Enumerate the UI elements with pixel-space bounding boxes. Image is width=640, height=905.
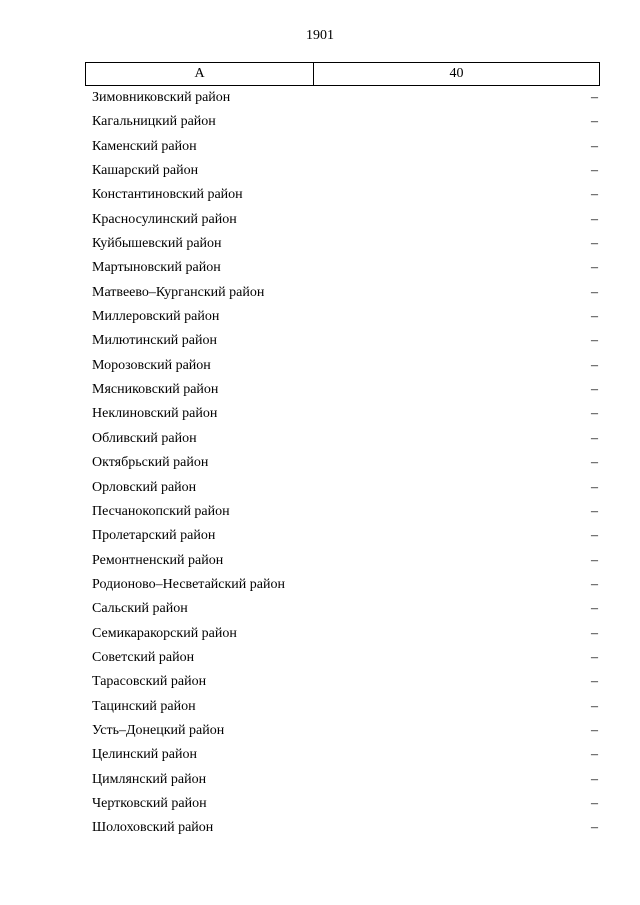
district-name: Семикаракорский район xyxy=(92,625,237,641)
district-name: Каменский район xyxy=(92,138,197,154)
district-name: Неклиновский район xyxy=(92,406,218,422)
table-row xyxy=(85,209,600,233)
table-row xyxy=(85,769,600,793)
column-header-40: 40 xyxy=(449,66,464,81)
table-row xyxy=(85,696,600,720)
table-header xyxy=(85,62,600,86)
table-row xyxy=(85,330,600,354)
table-row xyxy=(85,477,600,501)
table-row xyxy=(85,671,600,695)
table-row xyxy=(85,720,600,744)
district-value: – xyxy=(591,795,598,811)
district-name: Усть–Донецкий район xyxy=(92,722,225,738)
district-value: – xyxy=(591,625,598,641)
district-value: – xyxy=(591,722,598,738)
district-name: Тарасовский район xyxy=(92,674,207,690)
district-name: Родионово–Несветайский район xyxy=(92,576,285,592)
district-value: – xyxy=(591,698,598,714)
district-name: Ремонтненский район xyxy=(92,552,224,568)
district-value: – xyxy=(591,114,598,130)
district-name: Цимлянский район xyxy=(92,771,207,787)
district-name: Обливский район xyxy=(92,430,197,446)
district-value: – xyxy=(591,576,598,592)
district-name: Октябрьский район xyxy=(92,455,209,471)
district-name: Чертковский район xyxy=(92,795,207,811)
district-name: Пролетарский район xyxy=(92,528,216,544)
table-row xyxy=(85,428,600,452)
district-name: Матвеево–Курганский район xyxy=(92,284,265,300)
district-name: Мясниковский район xyxy=(92,382,219,398)
district-value: – xyxy=(591,649,598,665)
district-value: – xyxy=(591,528,598,544)
district-name: Морозовский район xyxy=(92,357,211,373)
district-name: Тацинский район xyxy=(92,698,196,714)
table-row xyxy=(85,525,600,549)
column-header-a: А xyxy=(86,63,314,85)
district-value: – xyxy=(591,260,598,276)
district-value: – xyxy=(591,138,598,154)
table-row xyxy=(85,501,600,525)
table-row xyxy=(85,111,600,135)
district-value: – xyxy=(591,552,598,568)
district-value: – xyxy=(591,284,598,300)
table-row xyxy=(85,403,600,427)
table-row xyxy=(85,355,600,379)
district-value: – xyxy=(591,455,598,471)
district-name: Орловский район xyxy=(92,479,197,495)
table-row xyxy=(85,598,600,622)
district-value: – xyxy=(591,771,598,787)
district-value: – xyxy=(591,187,598,203)
district-name: Милютинский район xyxy=(92,333,218,349)
district-value: – xyxy=(591,236,598,252)
district-value: – xyxy=(591,406,598,422)
district-value: – xyxy=(591,333,598,349)
table-row xyxy=(85,647,600,671)
district-name: Мартыновский район xyxy=(92,260,221,276)
table-row xyxy=(85,184,600,208)
district-value: – xyxy=(591,820,598,836)
table-row xyxy=(85,233,600,257)
table-row xyxy=(85,817,600,841)
district-name: Советский район xyxy=(92,649,195,665)
district-name: Целинский район xyxy=(92,747,197,763)
district-value: – xyxy=(591,90,598,105)
district-name: Миллеровский район xyxy=(92,309,220,325)
district-value: – xyxy=(591,309,598,325)
district-name: Зимовниковский район xyxy=(92,90,231,105)
district-value: – xyxy=(591,163,598,179)
table-row xyxy=(85,87,600,111)
district-name: Кашарский район xyxy=(92,163,199,179)
district-value: – xyxy=(591,382,598,398)
table-row xyxy=(85,623,600,647)
table-row xyxy=(85,136,600,160)
table-row xyxy=(85,257,600,281)
district-name: Константиновский район xyxy=(92,187,243,203)
district-value: – xyxy=(591,503,598,519)
page-number: 1901 xyxy=(306,28,334,43)
table-body xyxy=(85,87,600,842)
table-row xyxy=(85,550,600,574)
table-row xyxy=(85,379,600,403)
district-value: – xyxy=(591,479,598,495)
table-row xyxy=(85,452,600,476)
district-name: Кагальницкий район xyxy=(92,114,216,130)
district-value: – xyxy=(591,601,598,617)
table-row xyxy=(85,160,600,184)
district-name: Куйбышевский район xyxy=(92,236,222,252)
district-value: – xyxy=(591,357,598,373)
table-row xyxy=(85,282,600,306)
table-row xyxy=(85,306,600,330)
district-value: – xyxy=(591,747,598,763)
district-name: Шолоховский район xyxy=(92,820,214,836)
table-row xyxy=(85,574,600,598)
district-value: – xyxy=(591,211,598,227)
district-value: – xyxy=(591,430,598,446)
district-value: – xyxy=(591,674,598,690)
district-name: Песчанокопский район xyxy=(92,503,230,519)
district-name: Красносулинский район xyxy=(92,211,237,227)
table-row xyxy=(85,793,600,817)
district-name: Сальский район xyxy=(92,601,188,617)
table-row xyxy=(85,744,600,768)
